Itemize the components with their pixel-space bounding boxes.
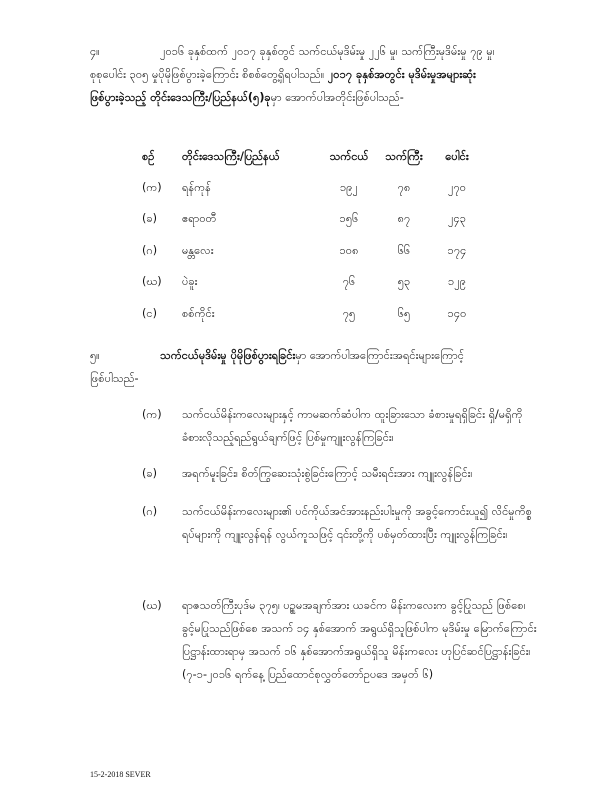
cell-region: စစ်ကိုင်း xyxy=(182,306,215,320)
cell-adult: ၆၅ xyxy=(397,306,411,320)
list-item-text: ရာဇသတ်ကြီးပုဒ်မ ၃၇၅၊ ပဥ္စမအချက်အား ယခင်က မိန်းကလေးက ခွင့်ပြုသည် ဖြစ်စေ၊ ခွင့်မပြုသည်ဖြစ်စေ အသက် ၁၄ နှစ်အောက် အရွယ်ရှိသူဖြစ်ပါက မုဒိမ်းမှု မြောက်ကြောင်းပြဋ္ဌာန်းထားရာမှ အသက် ၁၆ နှစ်အောက်အရွယ်ရှိသူ မိန်းကလေး ဟုပြင်ဆင်ပြဋ္ဌာန်းခြင်း၊ (၇-၁-၂၀၁၆ ရက်နေ့ ပြည်ထောင်စုလွှတ်တော်ဥပဒေ အမှတ် ၆) xyxy=(182,599,537,681)
paragraph-bold-text: ဖြစ်ပွားခဲ့သည့် တိုင်းဒေသကြီး/ပြည်နယ်(၅)ခု xyxy=(90,91,271,104)
paragraph-number: ၄။ xyxy=(90,45,100,58)
header-region: တိုင်းဒေသကြီး/ပြည်နယ် xyxy=(182,150,280,163)
table-row xyxy=(142,268,482,300)
cell-minor: ၇၅ xyxy=(342,306,356,320)
footer-date: 15-2-2018 SEVER xyxy=(90,770,151,779)
header-serial: စဉ် xyxy=(142,150,155,163)
cell-total: ၂၄၃ xyxy=(447,212,467,226)
statistics-table xyxy=(142,143,482,331)
paragraph-bold-text: ၂၀၁၇ ခုနှစ်အတွင်း မုဒိမ်းမှုအများဆုံး xyxy=(327,68,476,81)
paragraph-text: စုစုပေါင်း ၃၀၅ မှုပိုမိုဖြစ်ပွားခဲ့ကြောင်း စိစစ်တွေ့ရှိရပါသည်။ xyxy=(90,68,325,81)
paragraph-4 xyxy=(90,40,530,109)
paragraph-text: ၂၀၁၆ ခုနှစ်ထက် ၂၀၁၇ ခုနှစ်တွင် သက်ငယ်မုဒိမ်းမှု ၂၂၆ မှု၊ သက်ကြီးမုဒိမ်းမှု ၇၉ မှု၊ xyxy=(160,45,495,58)
paragraph-5 xyxy=(90,344,530,390)
cell-total: ၂၇၀ xyxy=(447,180,467,194)
cell-region: ဧရာဝတီ xyxy=(182,212,217,226)
list-item-text: အရက်မူးခြင်း၊ စိတ်ကြွဆေးသုံးစွဲခြင်းကြောင့် သမီးရင်းအား ကျူးလွန်ခြင်း၊ xyxy=(182,467,473,480)
cell-region: ရန်ကုန် xyxy=(182,180,211,194)
cell-region: မန္တလေး xyxy=(182,243,214,257)
cell-minor: ၁၅၆ xyxy=(339,212,359,226)
header-minor: သက်ငယ် xyxy=(329,150,369,163)
cell-minor: ၁၉၂ xyxy=(339,180,359,194)
paragraph-text: မှာ အောက်ပါအကြောင်းအရင်းများကြောင့် xyxy=(295,349,464,362)
cell-total: ၁၂၉ xyxy=(447,275,467,289)
header-adult: သက်ကြီး xyxy=(385,150,423,163)
paragraph-text: ဖြစ်ပါသည်- xyxy=(90,372,139,385)
cell-serial: (ဃ) xyxy=(142,275,162,289)
cell-adult: ၅၃ xyxy=(397,275,411,289)
cell-region: ပဲခူး xyxy=(182,275,198,289)
cell-adult: ၆၆ xyxy=(397,243,411,257)
cell-serial: (ခ) xyxy=(142,212,158,226)
list-item-label: (ဃ) xyxy=(142,599,162,612)
cell-minor: ၇၆ xyxy=(342,275,356,289)
list-item-label: (ခ) xyxy=(142,467,158,480)
table-row xyxy=(142,236,482,268)
table-header-row xyxy=(142,143,482,173)
header-total: ပေါင်း xyxy=(445,150,469,163)
list-item xyxy=(142,403,537,449)
table-row xyxy=(142,173,482,205)
cell-serial: (င) xyxy=(142,306,157,320)
cell-adult: ၈၇ xyxy=(397,212,411,226)
list-item-label: (က) xyxy=(142,408,162,421)
cell-serial: (က) xyxy=(142,180,162,194)
list-item-label: (ဂ) xyxy=(142,505,158,518)
cell-total: ၁၇၄ xyxy=(447,243,467,257)
list-item-text: သက်ငယ်မိန်းကလေးများနှင့် ကာမဆက်ဆံပါက ထူးခြားသော ခံစားမှုရရှိခြင်း ရှိ/မရှိကို ခံစားလိုသည့်ရည်ရွယ်ချက်ဖြင့် ပြစ်မှုကျူးလွန်ကြခြင်း၊ xyxy=(182,408,523,444)
list-item xyxy=(142,594,537,686)
list-item-text: သက်ငယ်မိန်းကလေးများ၏ ပင်ကိုယ်အင်အားနည်းပါးမှုကို အခွင့်ကောင်းယူ၍ လိင်မှုကိစ္စရပ်များကို ကျူးလွန်ရန် လွယ်ကူသဖြင့် ၎င်းတို့ကို ပစ်မှတ်ထားပြီး ကျူးလွန်ကြခြင်း၊ xyxy=(182,505,532,541)
table-row xyxy=(142,299,482,331)
cell-adult: ၇၈ xyxy=(397,180,411,194)
cell-serial: (ဂ) xyxy=(142,243,158,257)
cell-total: ၁၄၀ xyxy=(447,306,467,320)
list-item xyxy=(142,500,537,546)
cell-minor: ၁၀၈ xyxy=(339,243,359,257)
paragraph-number: ၅။ xyxy=(90,349,100,362)
list-item xyxy=(142,462,537,485)
table-row xyxy=(142,205,482,237)
paragraph-bold-text: သက်ငယ်မုဒိမ်းမှု ပိုမိုဖြစ်ပွားရခြင်း xyxy=(160,349,296,362)
paragraph-text: မှာ အောက်ပါအတိုင်းဖြစ်ပါသည်- xyxy=(270,91,404,104)
